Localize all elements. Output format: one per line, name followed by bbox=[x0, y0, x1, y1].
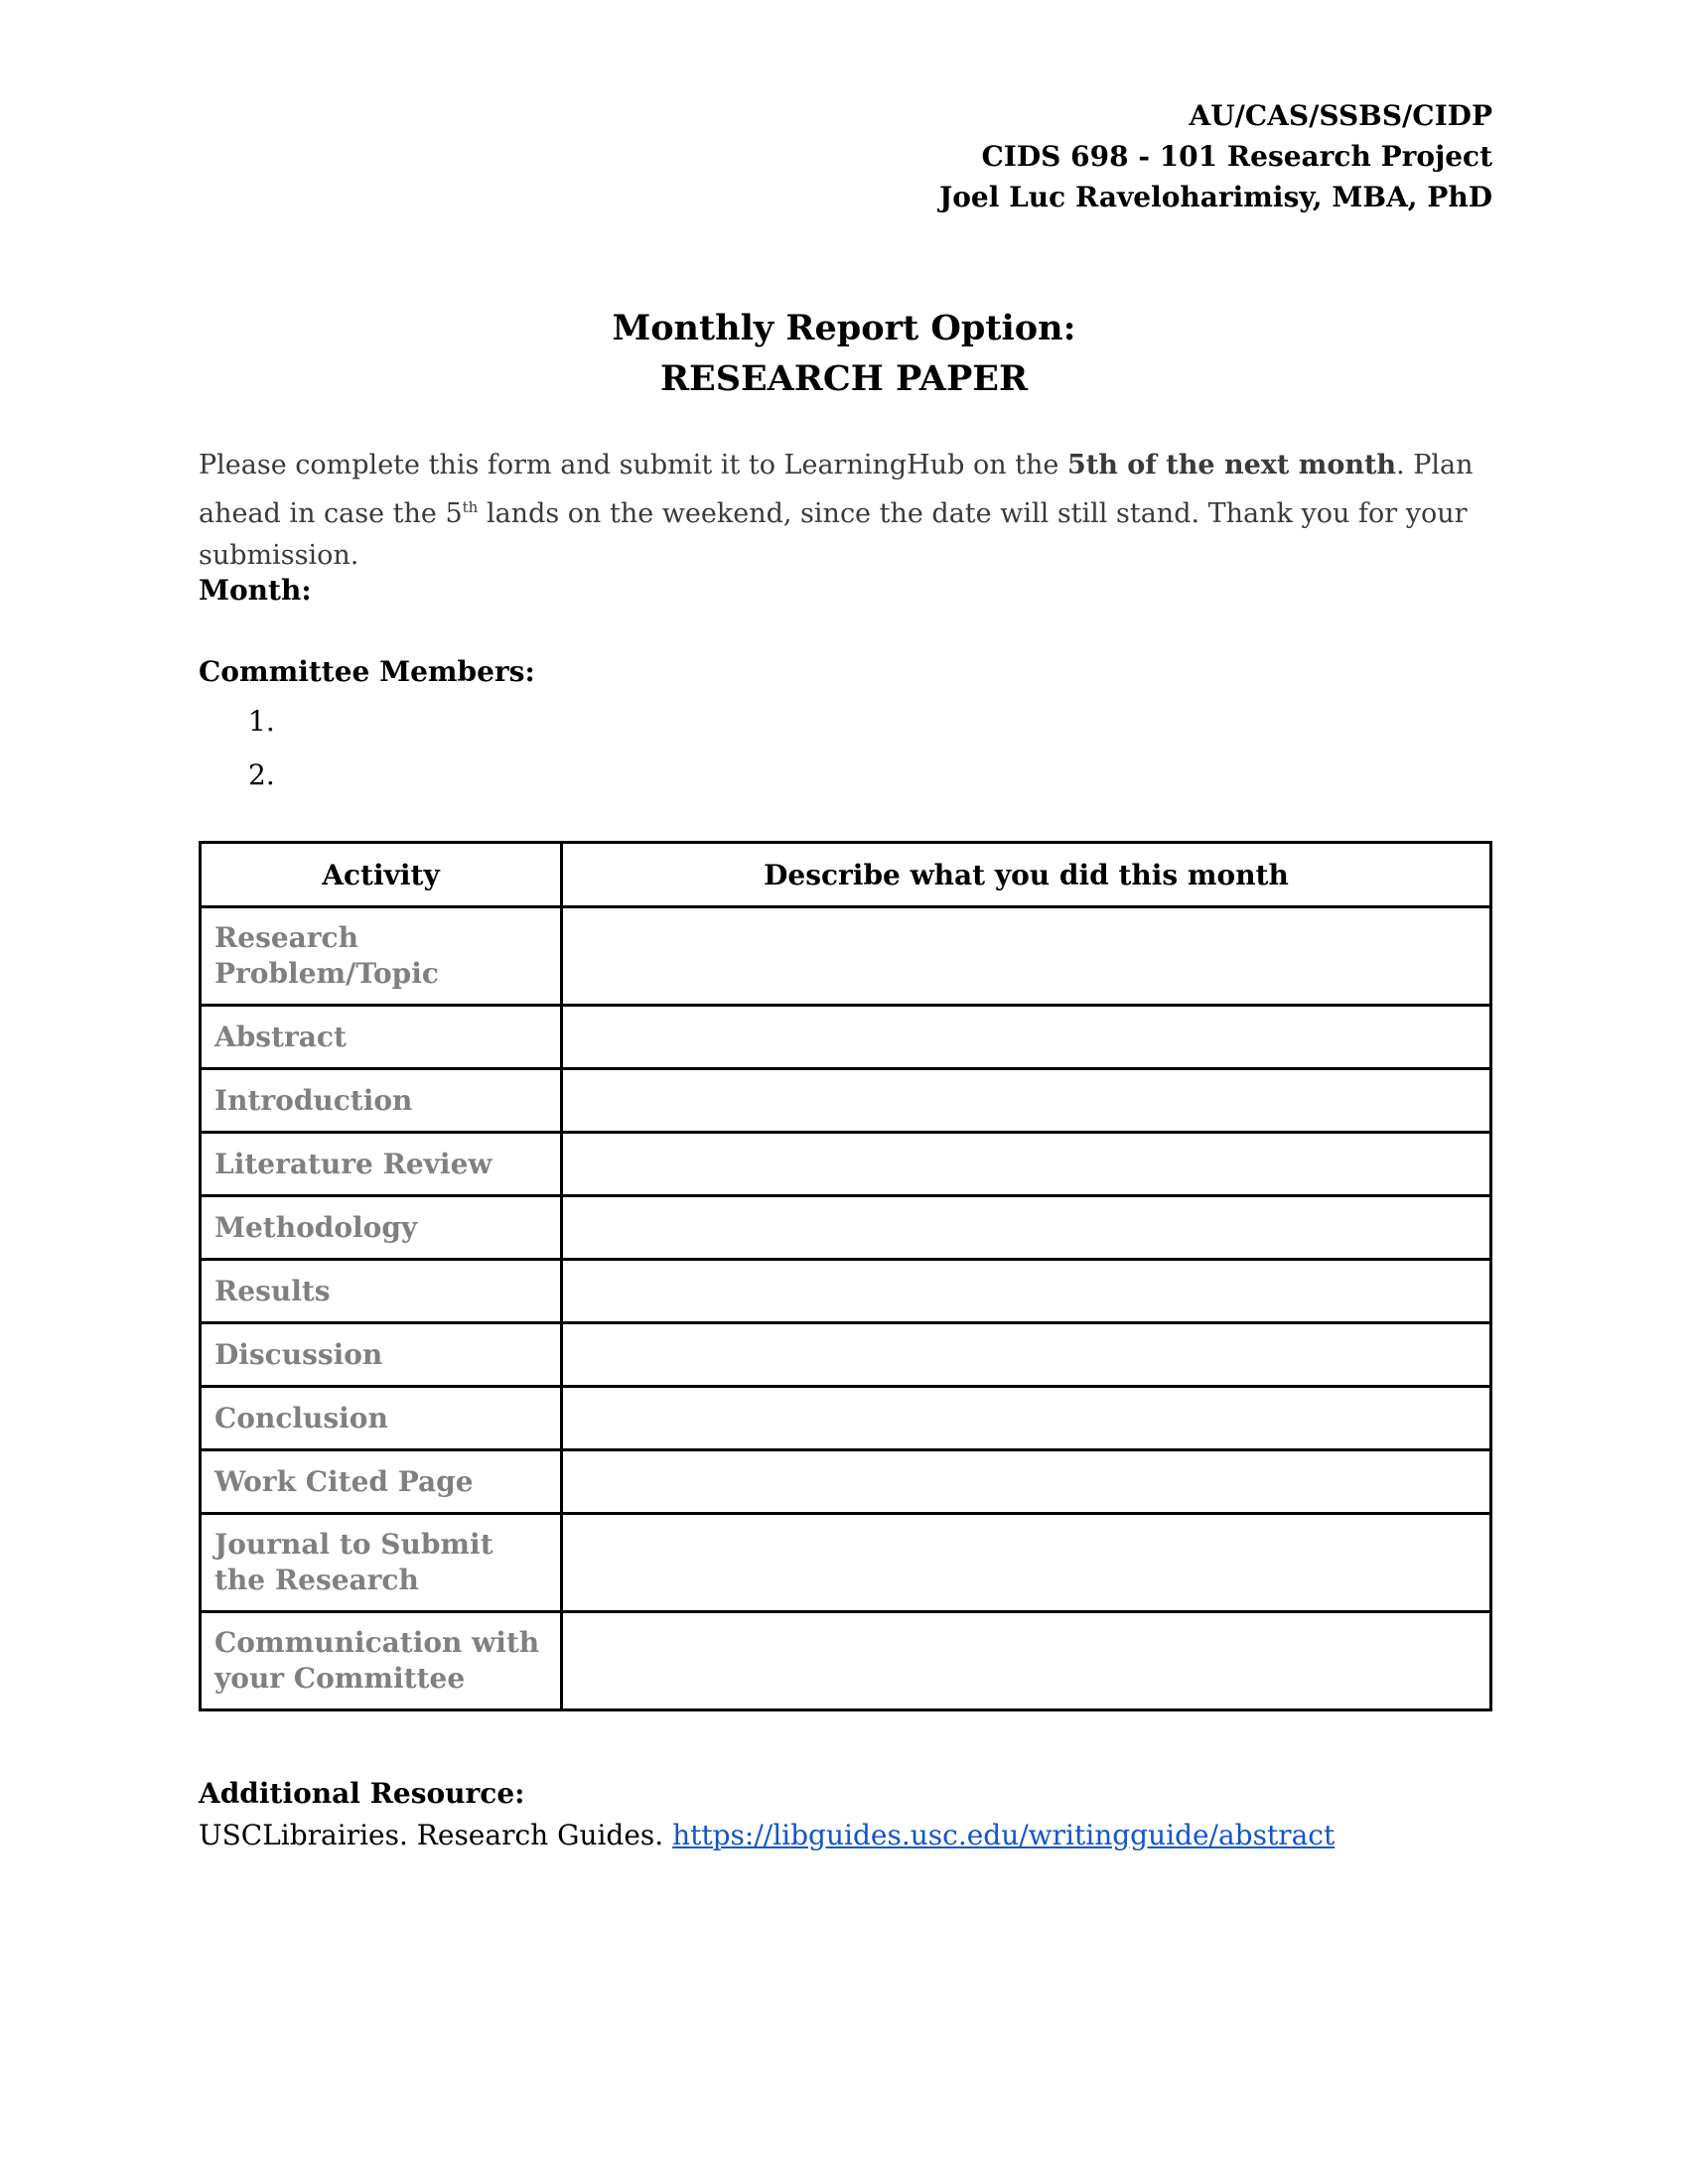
month-label-text: Month: bbox=[199, 574, 312, 607]
column-header-activity: Activity bbox=[201, 843, 562, 907]
activity-cell: Introduction bbox=[201, 1069, 562, 1133]
committee-member-item bbox=[248, 749, 275, 802]
activity-cell: Discussion bbox=[201, 1323, 562, 1387]
table-row bbox=[201, 1323, 1491, 1387]
additional-resource-label: Additional Resource: bbox=[199, 1777, 525, 1810]
committee-member-item bbox=[248, 695, 275, 749]
table-row bbox=[201, 1260, 1491, 1323]
description-cell[interactable] bbox=[562, 1260, 1491, 1323]
resource-source: USCLibrairies. Research Guides. bbox=[199, 1819, 673, 1851]
activity-cell: Conclusion bbox=[201, 1387, 562, 1450]
description-cell[interactable] bbox=[562, 1133, 1491, 1196]
activity-cell: Journal to Submit the Research bbox=[201, 1514, 562, 1612]
description-cell[interactable] bbox=[562, 1450, 1491, 1514]
activity-cell: Work Cited Page bbox=[201, 1450, 562, 1514]
description-cell[interactable] bbox=[562, 1514, 1491, 1612]
activity-cell: Communication with your Committee bbox=[201, 1612, 562, 1710]
table-row bbox=[201, 907, 1491, 1006]
document-header bbox=[939, 95, 1492, 217]
table-row bbox=[201, 1196, 1491, 1260]
resource-link[interactable]: https://libguides.usc.edu/writingguide/abstract bbox=[672, 1819, 1336, 1851]
activity-cell: Research Problem/Topic bbox=[201, 907, 562, 1006]
table-row bbox=[201, 1387, 1491, 1450]
intro-text-2: . Plan ahead in case the 5 bbox=[199, 450, 1474, 529]
table-row bbox=[201, 1133, 1491, 1196]
month-label bbox=[199, 574, 312, 607]
table-row bbox=[201, 1612, 1491, 1710]
activity-cell: Results bbox=[201, 1260, 562, 1323]
activity-cell: Literature Review bbox=[201, 1133, 562, 1196]
activity-cell: Methodology bbox=[201, 1196, 562, 1260]
title-line-1: Monthly Report Option: bbox=[612, 308, 1076, 348]
column-header-description: Describe what you did this month bbox=[562, 843, 1491, 907]
instructions-paragraph bbox=[199, 445, 1489, 577]
table-row bbox=[201, 1514, 1491, 1612]
intro-superscript: th bbox=[462, 498, 479, 516]
description-cell[interactable] bbox=[562, 1323, 1491, 1387]
table-row bbox=[201, 1006, 1491, 1069]
intro-text-1: Please complete this form and submit it to LearningHub on the bbox=[199, 450, 1067, 480]
activity-cell: Abstract bbox=[201, 1006, 562, 1069]
table-row bbox=[201, 1450, 1491, 1514]
description-cell[interactable] bbox=[562, 907, 1491, 1006]
description-cell[interactable] bbox=[562, 1612, 1491, 1710]
header-instructor: Joel Luc Raveloharimisy, MBA, PhD bbox=[939, 181, 1492, 213]
resource-citation bbox=[199, 1819, 1335, 1851]
committee-members-label: Committee Members: bbox=[199, 655, 535, 688]
committee-members-list bbox=[248, 695, 275, 802]
page-title bbox=[0, 303, 1688, 404]
description-cell[interactable] bbox=[562, 1069, 1491, 1133]
intro-text-3: lands on the weekend, since the date will still stand. Thank you for your submission. bbox=[199, 498, 1468, 571]
table-header-row bbox=[201, 843, 1491, 907]
header-institution: AU/CAS/SSBS/CIDP bbox=[1189, 99, 1492, 132]
description-cell[interactable] bbox=[562, 1387, 1491, 1450]
description-cell[interactable] bbox=[562, 1196, 1491, 1260]
member-number: 1. bbox=[248, 705, 275, 738]
header-course: CIDS 698 - 101 Research Project bbox=[981, 140, 1492, 173]
member-number: 2. bbox=[248, 758, 275, 791]
title-line-2: RESEARCH PAPER bbox=[659, 358, 1029, 399]
table-row bbox=[201, 1069, 1491, 1133]
description-cell[interactable] bbox=[562, 1006, 1491, 1069]
intro-deadline: 5th of the next month bbox=[1066, 450, 1397, 480]
activity-table bbox=[199, 841, 1492, 1711]
